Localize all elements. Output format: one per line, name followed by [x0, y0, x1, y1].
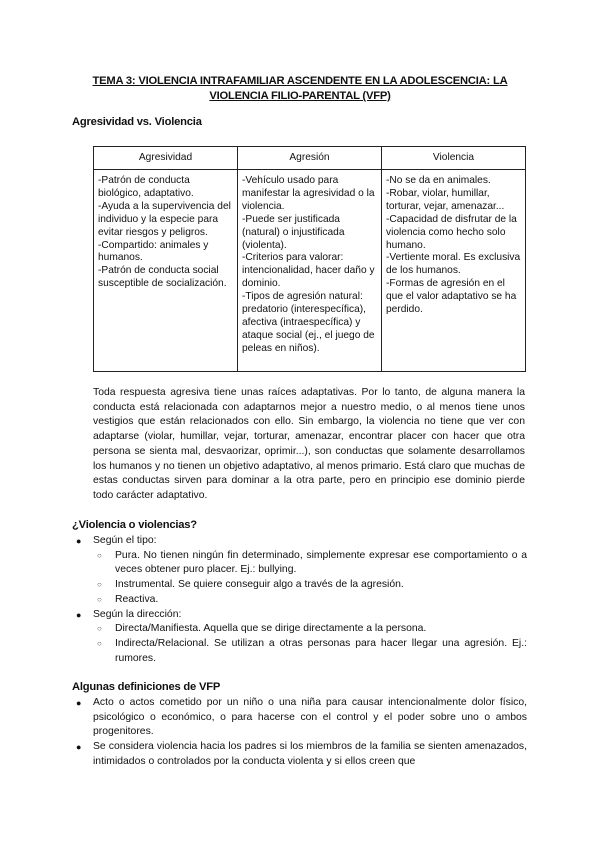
table-header-row [94, 147, 526, 170]
sub-list-item [93, 637, 527, 666]
sub-list-text: Indirecta/Relacional. Se utilizan a otras personas para hacer llegar una agresión. Ej.: rumores. [115, 637, 527, 664]
sub-list-item [93, 593, 527, 608]
sub-list-text: Pura. No tienen ningún fin determinado, simplemente expresar ese comportamiento o a veces obtener puro placer. Ej.: bullying. [115, 549, 527, 576]
cell-line: -Vehículo usado para manifestar la agresividad o la violencia. [242, 175, 375, 212]
cell-line: -Robar, violar, humillar, torturar, vejar, amenazar... [386, 187, 505, 212]
bullet-filled-icon: ● [76, 742, 82, 753]
sub-list [93, 622, 527, 666]
sub-list-text: Instrumental. Se quiere conseguir algo a través de la agresión. [115, 579, 404, 591]
bullet-filled-icon: ● [76, 609, 82, 620]
body-paragraph: Toda respuesta agresiva tiene unas raíces adaptativas. Por lo tanto, de alguna manera la conducta está relacionada con adaptarnos mejor a nuestro medio, o al menos tiene unos vestigios que están relacionados con ello. Sin embargo, la violencia no tiene que ver con adaptarse (violar, humillar, vejar, torturar, amenazar, encontrar placer con hacer que otra persona se sienta mal, desvaorizar, oprimir...), son conductas que solamente desarrollamos los humanos y no tienen un objetivo adaptativo, al menos primario. Está claro que muchas de estas conductas sirven para dominar a la otra parte, pero en principio ese dominio pierde todo carácter adaptativo. [93, 387, 525, 501]
title-line-1: TEMA 3: VIOLENCIA INTRAFAMILIAR ASCENDENTE EN LA ADOLESCENCIA: LA [92, 75, 508, 87]
sub-list-text: Directa/Manifiesta. Aquella que se dirige directamente a la persona. [115, 623, 427, 635]
list-item-label: Según el tipo: [93, 535, 157, 546]
cell-line: -Criterios para valorar: intencionalidad, hacer daño y dominio. [242, 252, 375, 290]
section-heading-violencias: ¿Violencia o violencias? [72, 519, 197, 531]
bullet-filled-icon: ● [76, 536, 82, 546]
cell-line: -Ayuda a la supervivencia del individuo y la especie para evitar riesgos y peligros. [98, 200, 231, 238]
sub-list-item [93, 578, 527, 593]
comparison-table [93, 146, 526, 372]
bullet-hollow-icon: ○ [97, 580, 102, 590]
cell-line: -Patrón de conducta social susceptible de socialización. [98, 265, 227, 290]
cell-line: -Puede ser justificada (natural) o injustificada (violenta). [242, 213, 345, 251]
table-header-cell: Violencia [382, 147, 526, 170]
section-heading-agresividad: Agresividad vs. Violencia [72, 116, 202, 128]
table-header-cell: Agresión [238, 147, 382, 170]
bullet-hollow-icon: ○ [97, 550, 102, 560]
list-item-text: Se considera violencia hacia los padres si los miembros de la familia se sienten amenazados, intimidados o controlados por la conducta violenta y si ellos creen que [93, 741, 527, 767]
table-cell-agresion [238, 170, 382, 372]
sub-list-text: Reactiva. [115, 593, 159, 605]
table-row [94, 170, 526, 372]
violence-types-list [72, 534, 527, 666]
list-item [72, 534, 527, 608]
cell-line: -Vertiente moral. Es exclusiva de los humanos. [386, 252, 521, 277]
list-item [72, 740, 527, 769]
table-header-cell: Agresividad [94, 147, 238, 170]
table-cell-violencia [382, 170, 526, 372]
list-item [72, 608, 527, 667]
cell-line: -No se da en animales. [386, 175, 491, 186]
bullet-hollow-icon: ○ [97, 624, 102, 634]
sub-list-item [93, 549, 527, 578]
list-item-label: Según la dirección: [93, 608, 182, 620]
cell-line: -Tipos de agresión natural: predatorio (interespecífica), afectiva (intraespecífica) y ataque social (ej., el juego de peleas en niños). [242, 291, 375, 354]
cell-line: -Compartido: animales y humanos. [98, 239, 209, 264]
cell-line: -Patrón de conducta biológico, adaptativo. [98, 175, 194, 199]
sub-list-item [93, 622, 527, 637]
document-title [75, 74, 525, 104]
list-item [72, 696, 527, 740]
table-cell-agresividad [94, 170, 238, 372]
cell-line: -Capacidad de disfrutar de la violencia como hecho solo humano. [386, 213, 517, 251]
bullet-hollow-icon: ○ [97, 594, 102, 604]
definitions-list [72, 696, 527, 770]
sub-list [93, 549, 527, 608]
cell-line: -Formas de agresión en el que el valor adaptativo se ha perdido. [386, 278, 517, 316]
title-line-2: VIOLENCIA FILIO-PARENTAL (VFP) [209, 90, 391, 102]
bullet-hollow-icon: ○ [97, 638, 102, 648]
section-heading-definiciones: Algunas definiciones de VFP [72, 681, 221, 693]
bullet-filled-icon: ● [76, 698, 82, 708]
list-item-text: Acto o actos cometido por un niño o una niña para causar intencionalmente dolor físico, psicológico o económico, o para hacerse con el control y el poder sobre uno o ambos progenitores. [93, 697, 527, 738]
